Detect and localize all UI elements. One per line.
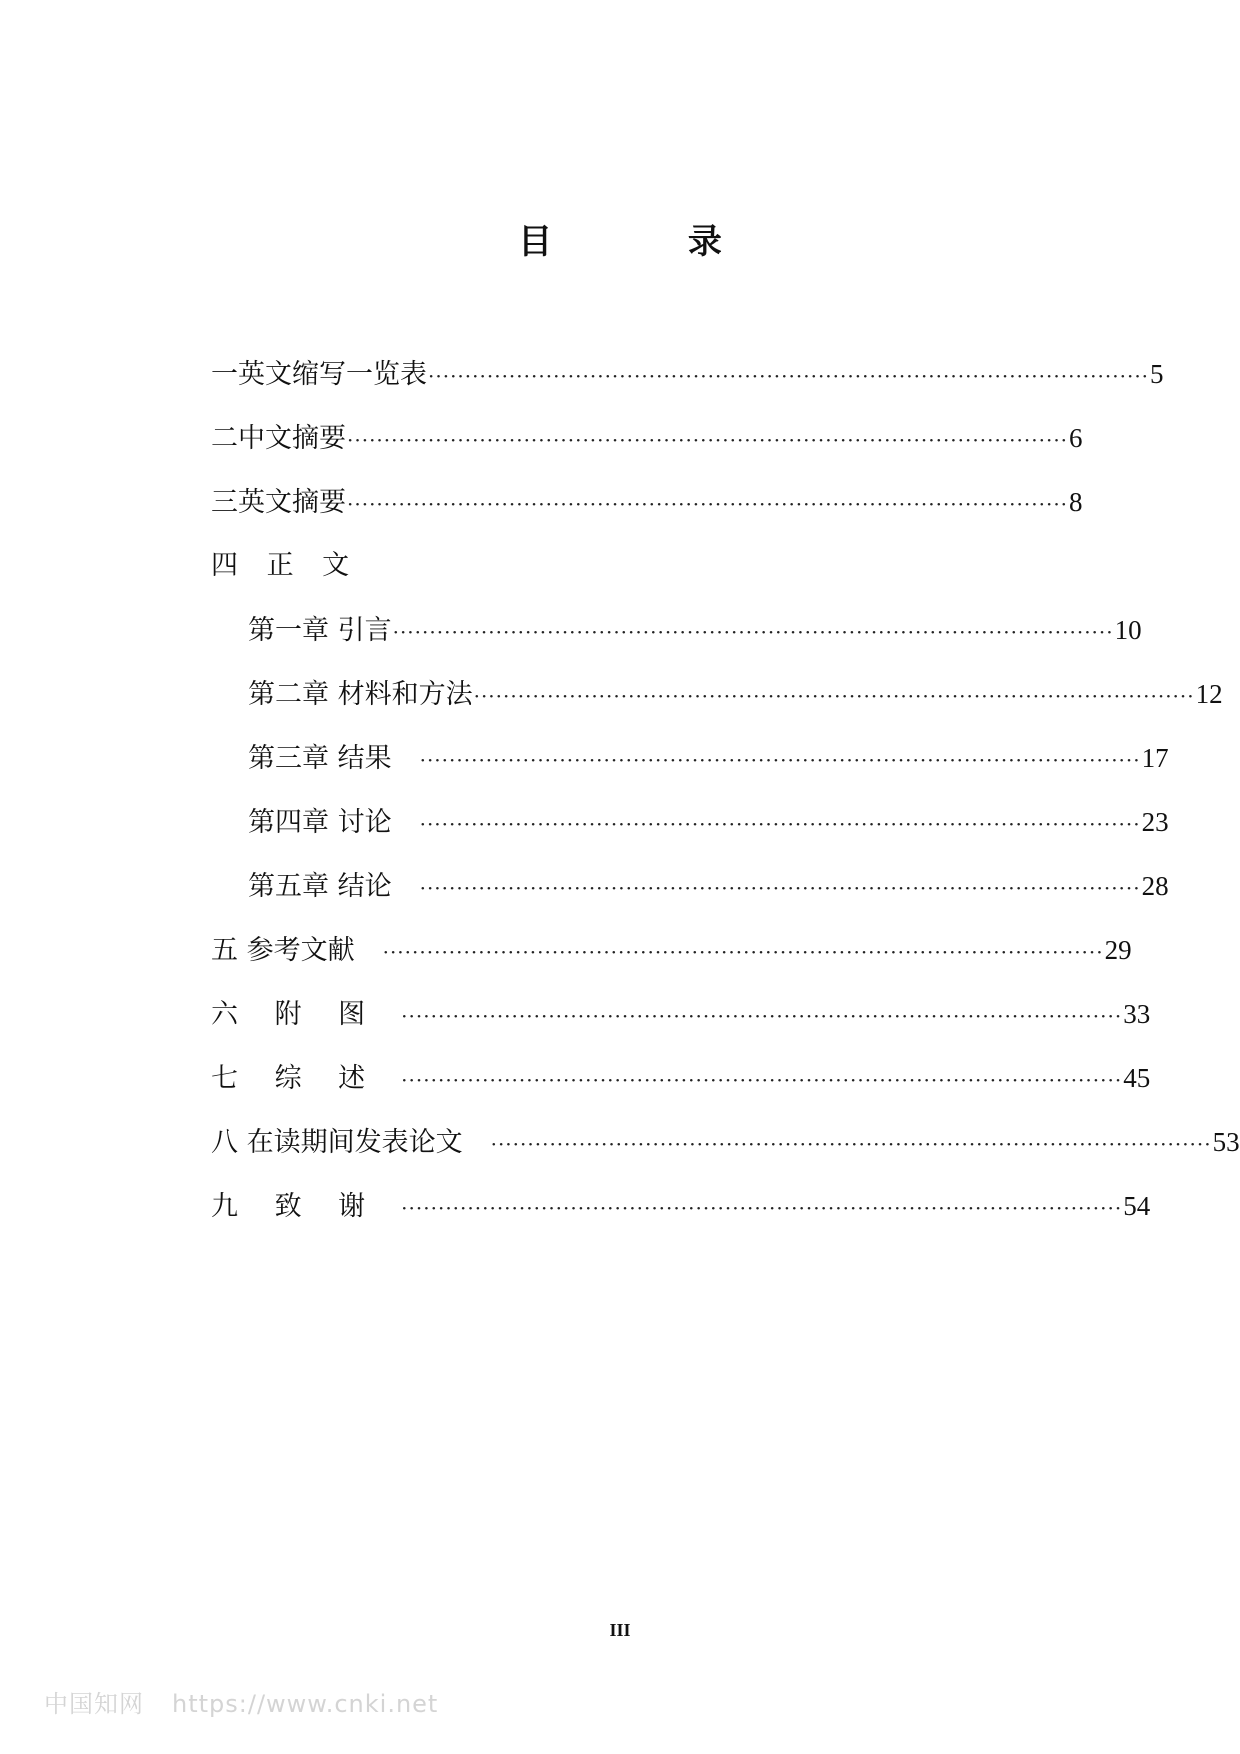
toc-entry[interactable] xyxy=(211,933,1132,969)
dot-leader: ·································································································· xyxy=(419,812,1141,836)
toc-entry-label: 第二章 材料和方法 xyxy=(248,679,473,710)
dot-leader: ·································································································· xyxy=(347,428,1069,452)
toc-entry-page: 45 xyxy=(1123,1063,1151,1093)
toc-entry-label: 二中文摘要 xyxy=(211,423,346,454)
toc-entry-label: 六 附 图 xyxy=(211,999,380,1030)
toc-entry-page: 54 xyxy=(1123,1191,1151,1221)
page-title: 目 录 xyxy=(518,222,784,262)
toc-entry-label: 八 在读期间发表论文 xyxy=(211,1127,463,1158)
toc-entry-label: 九 致 谢 xyxy=(211,1191,380,1222)
dot-leader: ·································································································· xyxy=(392,620,1114,644)
dot-leader: ·································································································· xyxy=(347,492,1069,516)
toc-entry-label: 四 正 文 xyxy=(211,550,360,581)
dot-leader: ·································································································· xyxy=(401,1196,1123,1220)
toc-entry[interactable] xyxy=(211,1125,1240,1161)
toc-subentry[interactable] xyxy=(248,613,1142,649)
toc-entry-page: 12 xyxy=(1195,679,1223,709)
toc-entry-label: 七 综 述 xyxy=(211,1063,380,1094)
toc-entry-label: 三英文摘要 xyxy=(211,487,346,518)
toc-entry-label: 第三章 结果 xyxy=(248,743,392,774)
toc-subentry[interactable] xyxy=(248,741,1169,777)
toc-entry-page: 33 xyxy=(1123,999,1151,1029)
toc-entry-label: 一英文缩写一览表 xyxy=(211,359,427,390)
dot-leader: ·································································································· xyxy=(473,684,1195,708)
toc-entry-page: 6 xyxy=(1069,423,1083,453)
toc-entry[interactable] xyxy=(211,421,1083,457)
dot-leader: ·································································································· xyxy=(490,1132,1212,1156)
toc-subentry[interactable] xyxy=(248,869,1169,905)
toc-subentry[interactable] xyxy=(248,805,1169,841)
toc-entry[interactable] xyxy=(211,1061,1151,1097)
watermark-url: https://www.cnki.net xyxy=(172,1690,439,1718)
dot-leader: ·································································································· xyxy=(419,748,1141,772)
toc-entry-page: 17 xyxy=(1141,743,1169,773)
toc-entry-page: 29 xyxy=(1104,935,1132,965)
toc-entry[interactable] xyxy=(211,1189,1151,1225)
dot-leader: ·································································································· xyxy=(401,1068,1123,1092)
toc-subentry[interactable] xyxy=(248,677,1223,713)
toc-entry-label: 第四章 讨论 xyxy=(248,807,392,838)
toc-entry[interactable] xyxy=(211,485,1083,521)
cnki-watermark xyxy=(44,1684,438,1719)
toc-entry[interactable] xyxy=(211,357,1164,393)
dot-leader: ·································································································· xyxy=(382,940,1104,964)
toc-section-heading[interactable] xyxy=(211,549,1057,583)
toc-entry-page: 8 xyxy=(1069,487,1083,517)
toc-entry[interactable] xyxy=(211,997,1151,1033)
toc-entry-label: 第一章 引言 xyxy=(248,615,392,646)
dot-leader: ·································································································· xyxy=(419,876,1141,900)
toc-entry-page: 23 xyxy=(1141,807,1169,837)
toc-entry-page: 53 xyxy=(1212,1127,1240,1157)
toc-entry-label: 第五章 结论 xyxy=(248,871,392,902)
page-number-roman: III xyxy=(609,1620,631,1640)
toc-entry-page: 28 xyxy=(1141,871,1169,901)
dot-leader: ·································································································· xyxy=(428,364,1150,388)
toc-entry-page: 10 xyxy=(1114,615,1142,645)
dot-leader: ·································································································· xyxy=(401,1004,1123,1028)
toc-entry-page: 5 xyxy=(1150,359,1164,389)
toc-entry-label: 五 参考文献 xyxy=(211,935,355,966)
watermark-brand: 中国知网 xyxy=(44,1690,144,1718)
